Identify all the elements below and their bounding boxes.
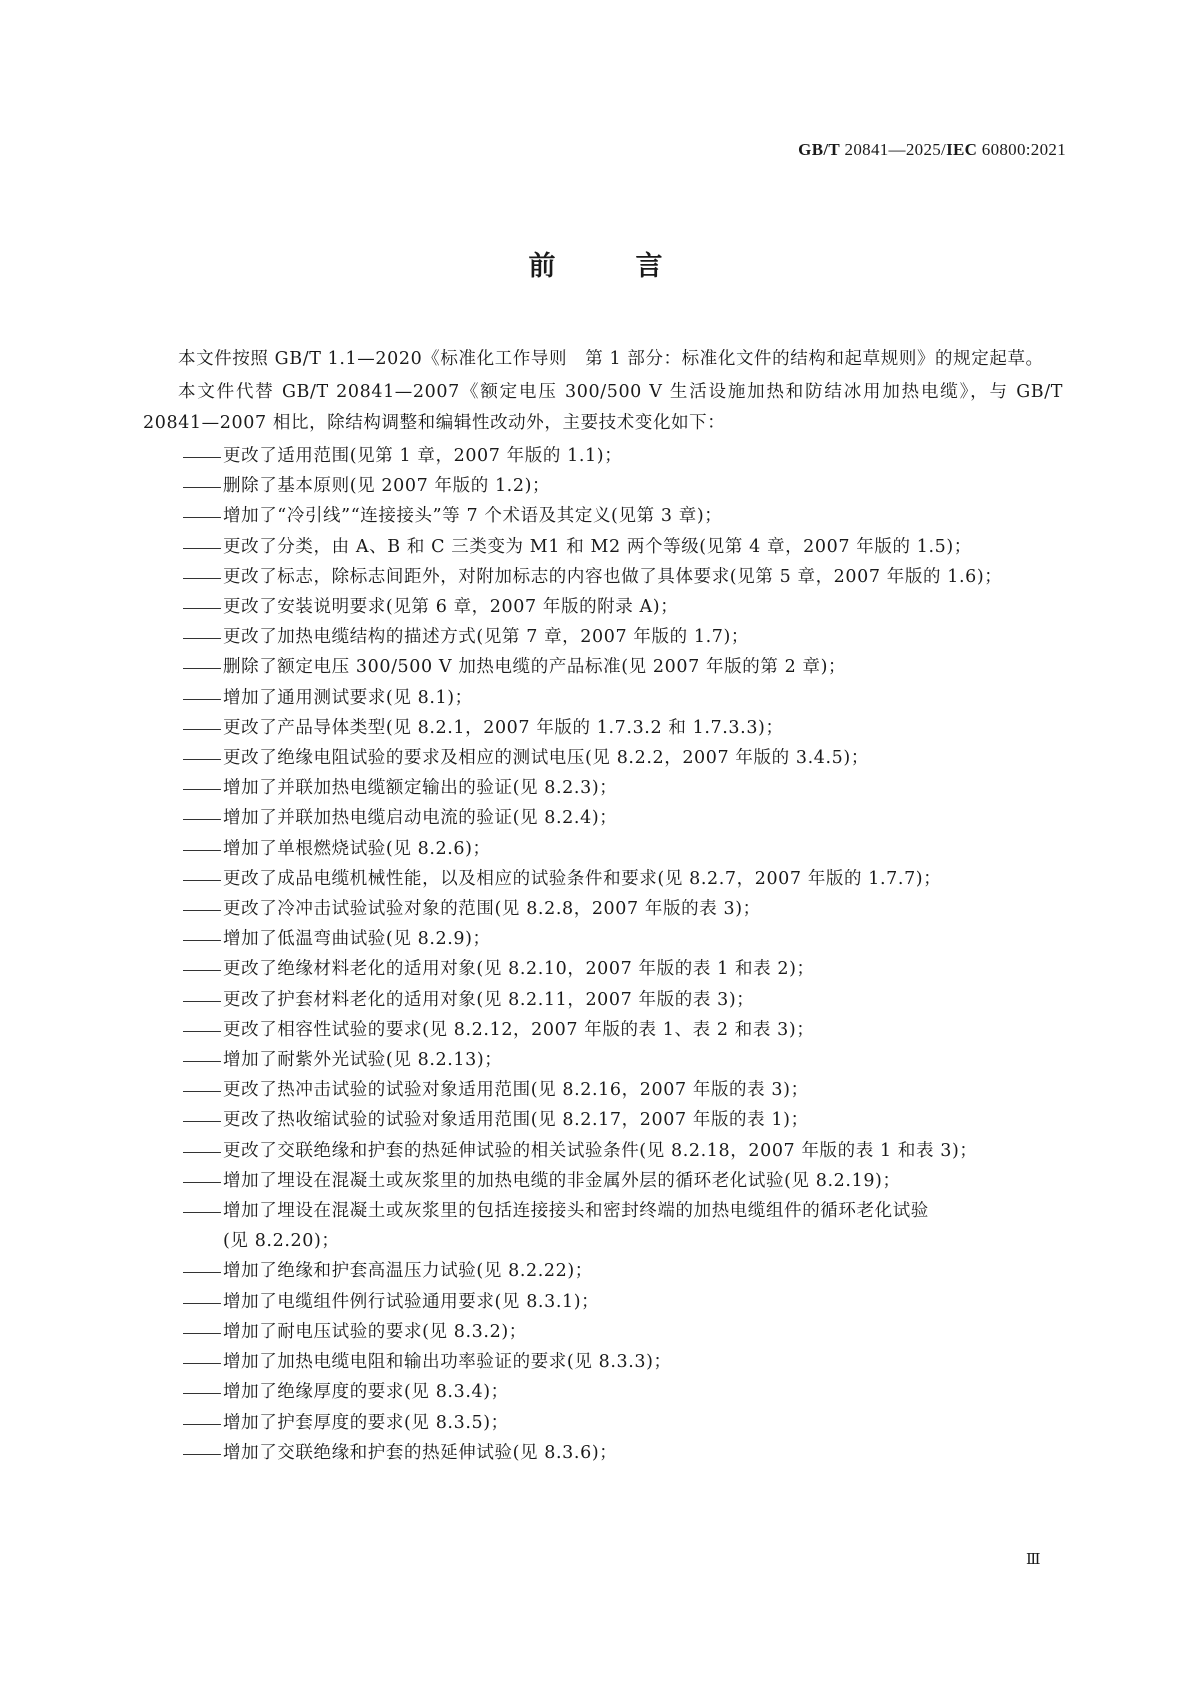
list-item: 增加了并联加热电缆额定输出的验证(见 8.2.3)； bbox=[223, 778, 618, 799]
iec-number: 60800:2021 bbox=[977, 140, 1066, 159]
list-item: 删除了基本原则(见 2007 年版的 1.2)； bbox=[223, 476, 551, 497]
list-item: 增加了单根燃烧试验(见 8.2.6)； bbox=[223, 838, 491, 859]
list-item: 更改了加热电缆结构的描述方式(见第 7 章，2007 年版的 1.7)； bbox=[223, 627, 750, 648]
foreword-body bbox=[143, 344, 1063, 1468]
list-item: 增加了电缆组件例行试验通用要求(见 8.3.1)； bbox=[223, 1291, 600, 1312]
list-item: 更改了安装说明要求(见第 6 章，2007 年版的附录 A)； bbox=[223, 597, 679, 618]
list-item: 更改了冷冲击试验试验对象的范围(见 8.2.8，2007 年版的表 3)； bbox=[223, 899, 761, 920]
paragraph-drafting-rules: 本文件按照 GB/T 1.1—2020《标准化工作导则 第 1 部分：标准化文件的结构和起草规则》的规定起草。 bbox=[178, 349, 1044, 369]
list-item: 增加了低温弯曲试验(见 8.2.9)； bbox=[223, 929, 491, 950]
list-item: 删除了额定电压 300/500 V 加热电缆的产品标准(见 2007 年版的第 2 章)； bbox=[223, 657, 847, 678]
list-item: 更改了交联绝缘和护套的热延伸试验的相关试验条件(见 8.2.18，2007 年版的表 1 和表 3)； bbox=[223, 1140, 978, 1161]
list-item: 增加了埋设在混凝土或灰浆里的加热电缆的非金属外层的循环老化试验(见 8.2.19)； bbox=[223, 1170, 901, 1191]
list-item-continuation: (见 8.2.20)； bbox=[223, 1231, 340, 1252]
title-char-2: 言 bbox=[635, 251, 663, 282]
page-title bbox=[0, 244, 1191, 283]
list-item: 增加了通用测试要求(见 8.1)； bbox=[223, 687, 473, 708]
list-item: 增加了绝缘和护套高温压力试验(见 8.2.22)； bbox=[223, 1261, 593, 1282]
list-item: 增加了护套厚度的要求(见 8.3.5)； bbox=[223, 1412, 509, 1433]
list-item: 增加了耐紫外光试验(见 8.2.13)； bbox=[223, 1050, 503, 1071]
list-item: 增加了埋设在混凝土或灰浆里的包括连接接头和密封终端的加热电缆组件的循环老化试验 (见 8.2.20)； bbox=[143, 1196, 1063, 1256]
technical-changes-list bbox=[143, 441, 1063, 1468]
list-item: 更改了绝缘材料老化的适用对象(见 8.2.10，2007 年版的表 1 和表 2)； bbox=[223, 959, 815, 980]
list-item: 增加了绝缘厚度的要求(见 8.3.4)； bbox=[223, 1382, 509, 1403]
list-item: 增加了“冷引线”“连接接头”等 7 个术语及其定义(见第 3 章)； bbox=[223, 506, 723, 527]
list-item: 增加了耐电压试验的要求(见 8.3.2)； bbox=[223, 1321, 527, 1342]
standard-code-prefix: GB/T bbox=[798, 140, 840, 159]
paragraph-replacement: 本文件代替 GB/T 20841—2007《额定电压 300/500 V 生活设施加热和防结冰用加热电缆》，与 GB/T 20841—2007 相比，除结构调整和编辑性改动外，主要技术变化如下： bbox=[143, 382, 1063, 433]
list-item: 更改了护套材料老化的适用对象(见 8.2.11，2007 年版的表 3)； bbox=[223, 989, 755, 1010]
list-item: 增加了交联绝缘和护套的热延伸试验(见 8.3.6)； bbox=[223, 1442, 618, 1463]
list-item: 更改了成品电缆机械性能，以及相应的试验条件和要求(见 8.2.7，2007 年版的 1.7.7)； bbox=[223, 868, 942, 889]
list-item: 更改了分类，由 A、B 和 C 三类变为 M1 和 M2 两个等级(见第 4 章，2007 年版的 1.5)； bbox=[223, 536, 972, 557]
list-item: 更改了热收缩试验的试验对象适用范围(见 8.2.17，2007 年版的表 1)； bbox=[223, 1110, 809, 1131]
page-number: Ⅲ bbox=[1026, 1550, 1041, 1568]
standard-code-header bbox=[798, 140, 1066, 160]
standard-code-number: 20841—2025/ bbox=[840, 140, 947, 159]
title-char-1: 前 bbox=[528, 251, 556, 282]
list-item: 增加了加热电缆电阻和输出功率验证的要求(见 8.3.3)； bbox=[223, 1352, 672, 1373]
iec-prefix: IEC bbox=[946, 140, 978, 159]
list-item: 更改了标志，除标志间距外，对附加标志的内容也做了具体要求(见第 5 章，2007 年版的 1.6)； bbox=[223, 566, 1003, 587]
list-item: 更改了适用范围(见第 1 章，2007 年版的 1.1)； bbox=[223, 446, 623, 466]
list-item: 更改了产品导体类型(见 8.2.1，2007 年版的 1.7.3.2 和 1.7.3.3)； bbox=[223, 717, 784, 738]
list-item: 更改了绝缘电阻试验的要求及相应的测试电压(见 8.2.2，2007 年版的 3.4.5)； bbox=[223, 748, 869, 769]
list-item: 更改了热冲击试验的试验对象适用范围(见 8.2.16，2007 年版的表 3)； bbox=[223, 1080, 809, 1101]
list-item: 更改了相容性试验的要求(见 8.2.12，2007 年版的表 1、表 2 和表 3)； bbox=[223, 1019, 815, 1040]
list-item: 增加了并联加热电缆启动电流的验证(见 8.2.4)； bbox=[223, 808, 618, 829]
